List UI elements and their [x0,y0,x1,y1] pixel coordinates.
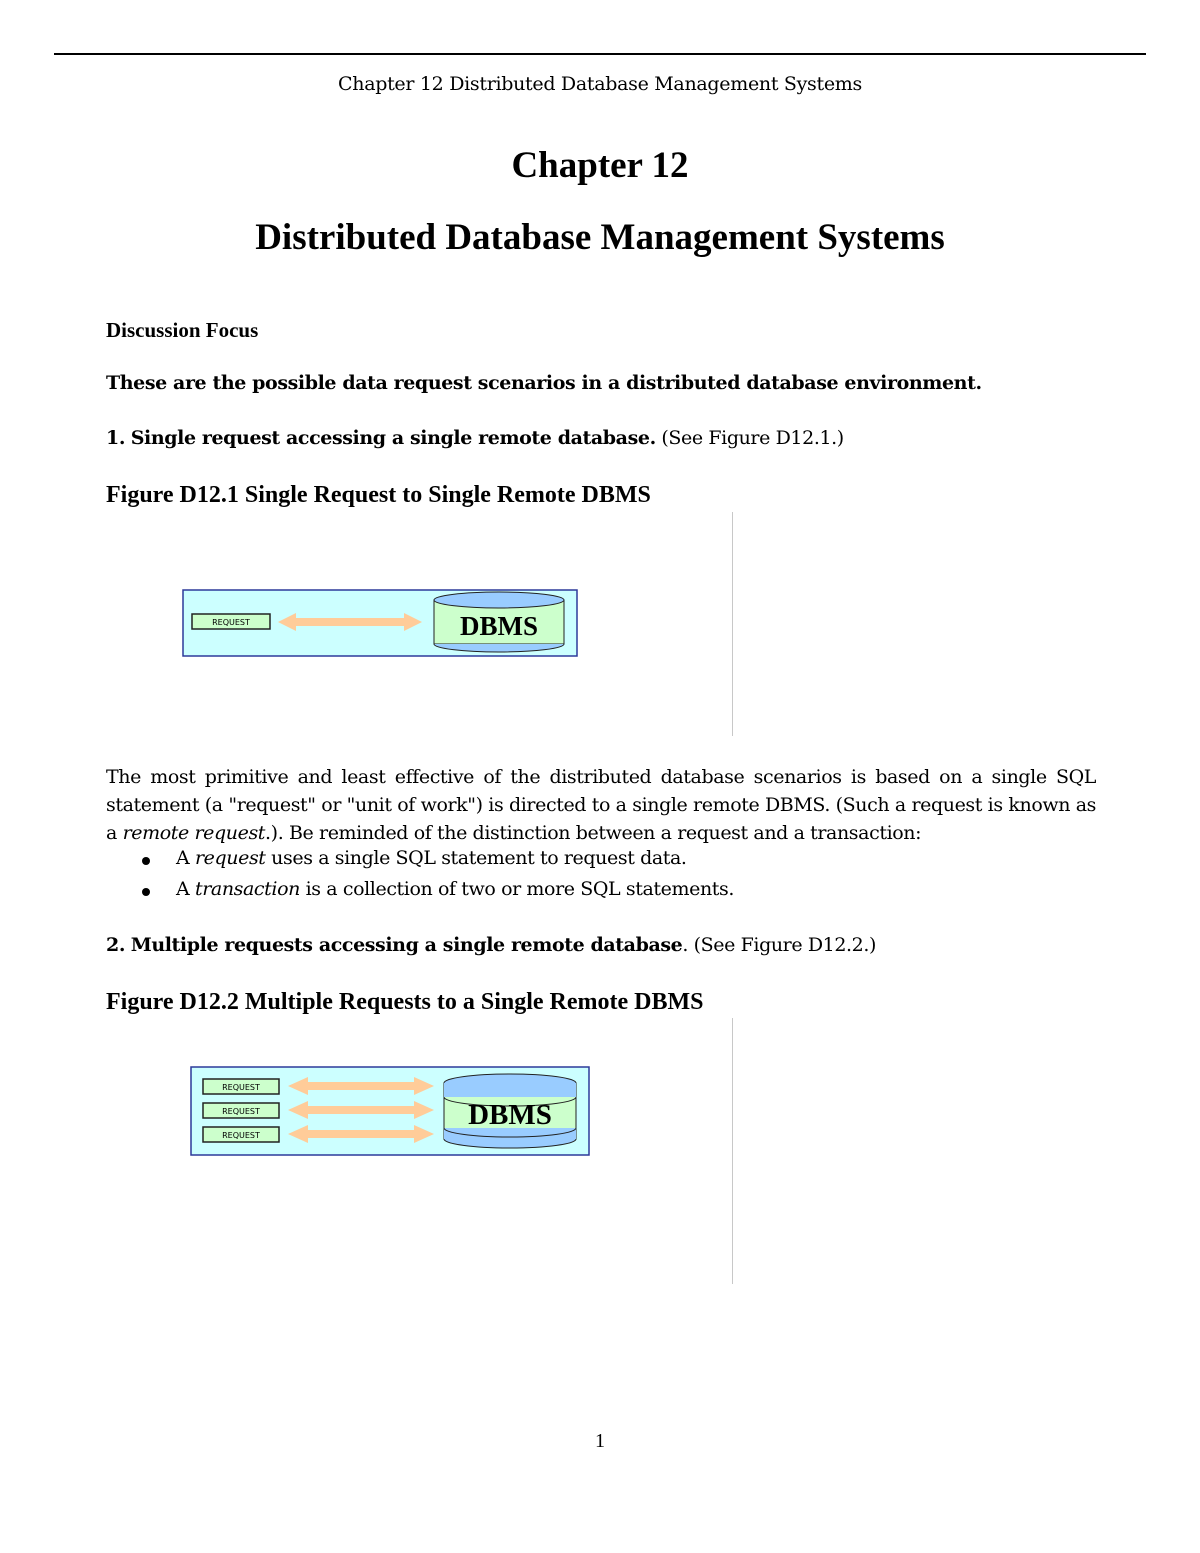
chapter-number: Chapter 12 [511,145,689,186]
request-box [192,614,270,629]
dbms-label: DBMS [468,1099,552,1131]
scenario-2-number: 2. [106,934,126,956]
scenario-2 [106,934,876,956]
request-label: REQUEST [222,1131,260,1140]
figure-1-caption: Figure D12.1 Single Request to Single Remote DBMS [106,482,651,508]
dbms-label: DBMS [459,611,539,641]
bullet-term: request [194,847,266,869]
figure-2-caption: Figure D12.2 Multiple Requests to a Single Remote DBMS [106,989,704,1015]
request-box [203,1103,279,1118]
request-label: REQUEST [222,1107,260,1116]
figure-2-frame-edge [732,1018,733,1284]
scenario-1-title: Single request accessing a single remote database. [130,427,656,449]
chapter-title: Distributed Database Management Systems [255,217,945,258]
bullet-text: A [176,878,195,900]
request-label: REQUEST [222,1083,260,1092]
bullet-term: transaction [194,878,300,900]
scenario-2-title: Multiple requests accessing a single remote database [130,934,683,956]
scenario-1-description [106,763,1096,847]
request-box [203,1127,279,1142]
running-header: Chapter 12 Distributed Database Management Systems [338,73,862,95]
paragraph-italic-term: remote request [122,822,266,844]
request-label: REQUEST [212,618,250,627]
scenario-1-number: 1. [106,427,126,449]
intro-sentence: These are the possible data request scenarios in a distributed database environment. [106,372,982,394]
scenario-1-ref: (See Figure D12.1.) [655,427,844,449]
dbms-cylinder-icon [444,1074,576,1148]
figure-1-frame-edge [732,512,733,736]
request-box [203,1079,279,1094]
paragraph-text-end: .). Be reminded of the distinction between a request and a transaction: [265,822,922,844]
bullet-text: uses a single SQL statement to request data. [265,847,687,869]
figure-2-diagram [190,1066,590,1156]
paragraph-text: The most primitive and least effective of the distributed database scenarios is based on a single SQL statement (a "request" or "unit of work") is directed to a single remote DBMS. (Such a request is known as a [106,766,1096,844]
figure-1-diagram [182,589,578,657]
bullet-icon [142,888,150,896]
header-rule [54,53,1146,55]
section-heading: Discussion Focus [106,318,259,342]
bullet-icon [142,857,150,865]
scenario-2-ref: . (See Figure D12.2.) [682,934,877,956]
bullet-text: is a collection of two or more SQL statements. [299,878,735,900]
scenario-1 [106,427,844,449]
page-number: 1 [595,1430,605,1452]
bullet-text: A [176,847,195,869]
dbms-cylinder-icon [434,592,564,652]
